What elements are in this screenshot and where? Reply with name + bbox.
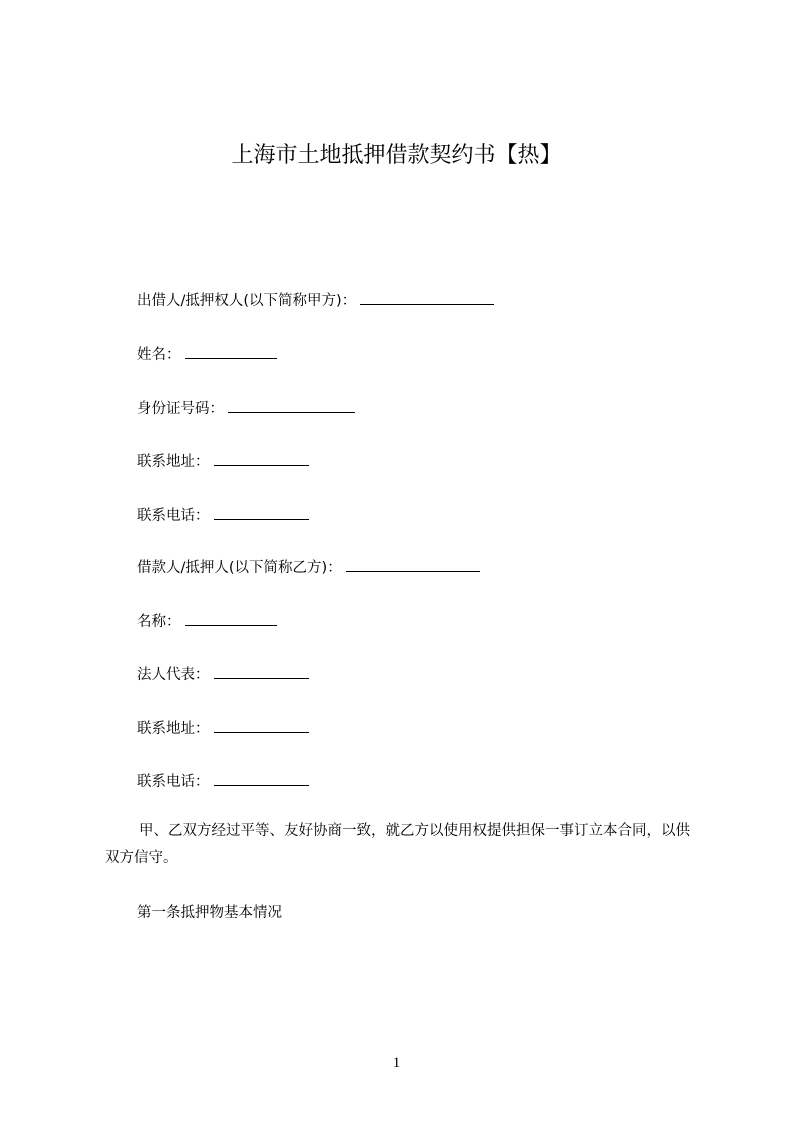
- field-label: 联系电话：: [137, 774, 210, 790]
- field-label: 联系电话：: [137, 508, 210, 524]
- field-lender: [137, 290, 494, 311]
- section-heading: 第一条抵押物基本情况: [137, 905, 282, 921]
- blank-line[interactable]: [346, 557, 480, 572]
- field-address-b: [137, 718, 309, 739]
- field-phone-b: [137, 771, 309, 792]
- field-legal-rep: [137, 664, 309, 685]
- blank-line[interactable]: [214, 718, 309, 733]
- blank-line[interactable]: [214, 771, 309, 786]
- blank-line[interactable]: [214, 664, 309, 679]
- blank-line[interactable]: [185, 611, 277, 626]
- blank-line[interactable]: [214, 451, 309, 466]
- field-label: 出借人/抵押权人(以下简称甲方)：: [137, 293, 357, 309]
- field-label: 身份证号码：: [137, 401, 224, 417]
- field-label: 借款人/抵押人(以下简称乙方)：: [137, 560, 342, 576]
- field-name: [137, 344, 277, 365]
- field-company-name: [137, 611, 277, 632]
- field-label: 名称：: [137, 614, 181, 630]
- field-address-a: [137, 451, 309, 472]
- blank-line[interactable]: [214, 505, 309, 520]
- field-label: 法人代表：: [137, 667, 210, 683]
- blank-line[interactable]: [228, 398, 355, 413]
- field-label: 姓名：: [137, 347, 181, 363]
- agreement-paragraph: 甲、乙双方经过平等、友好协商一致，就乙方以使用权提供担保一事订立本合同，以供双方信守。: [105, 823, 690, 866]
- document-title: 上海市土地抵押借款契约书【热】: [231, 143, 562, 168]
- field-borrower: [137, 557, 480, 578]
- field-label: 联系地址：: [137, 454, 210, 470]
- field-phone-a: [137, 505, 309, 526]
- field-id-number: [137, 398, 355, 419]
- blank-line[interactable]: [185, 344, 277, 359]
- page-number: 1: [392, 1055, 401, 1071]
- blank-line[interactable]: [360, 290, 494, 305]
- field-label: 联系地址：: [137, 721, 210, 737]
